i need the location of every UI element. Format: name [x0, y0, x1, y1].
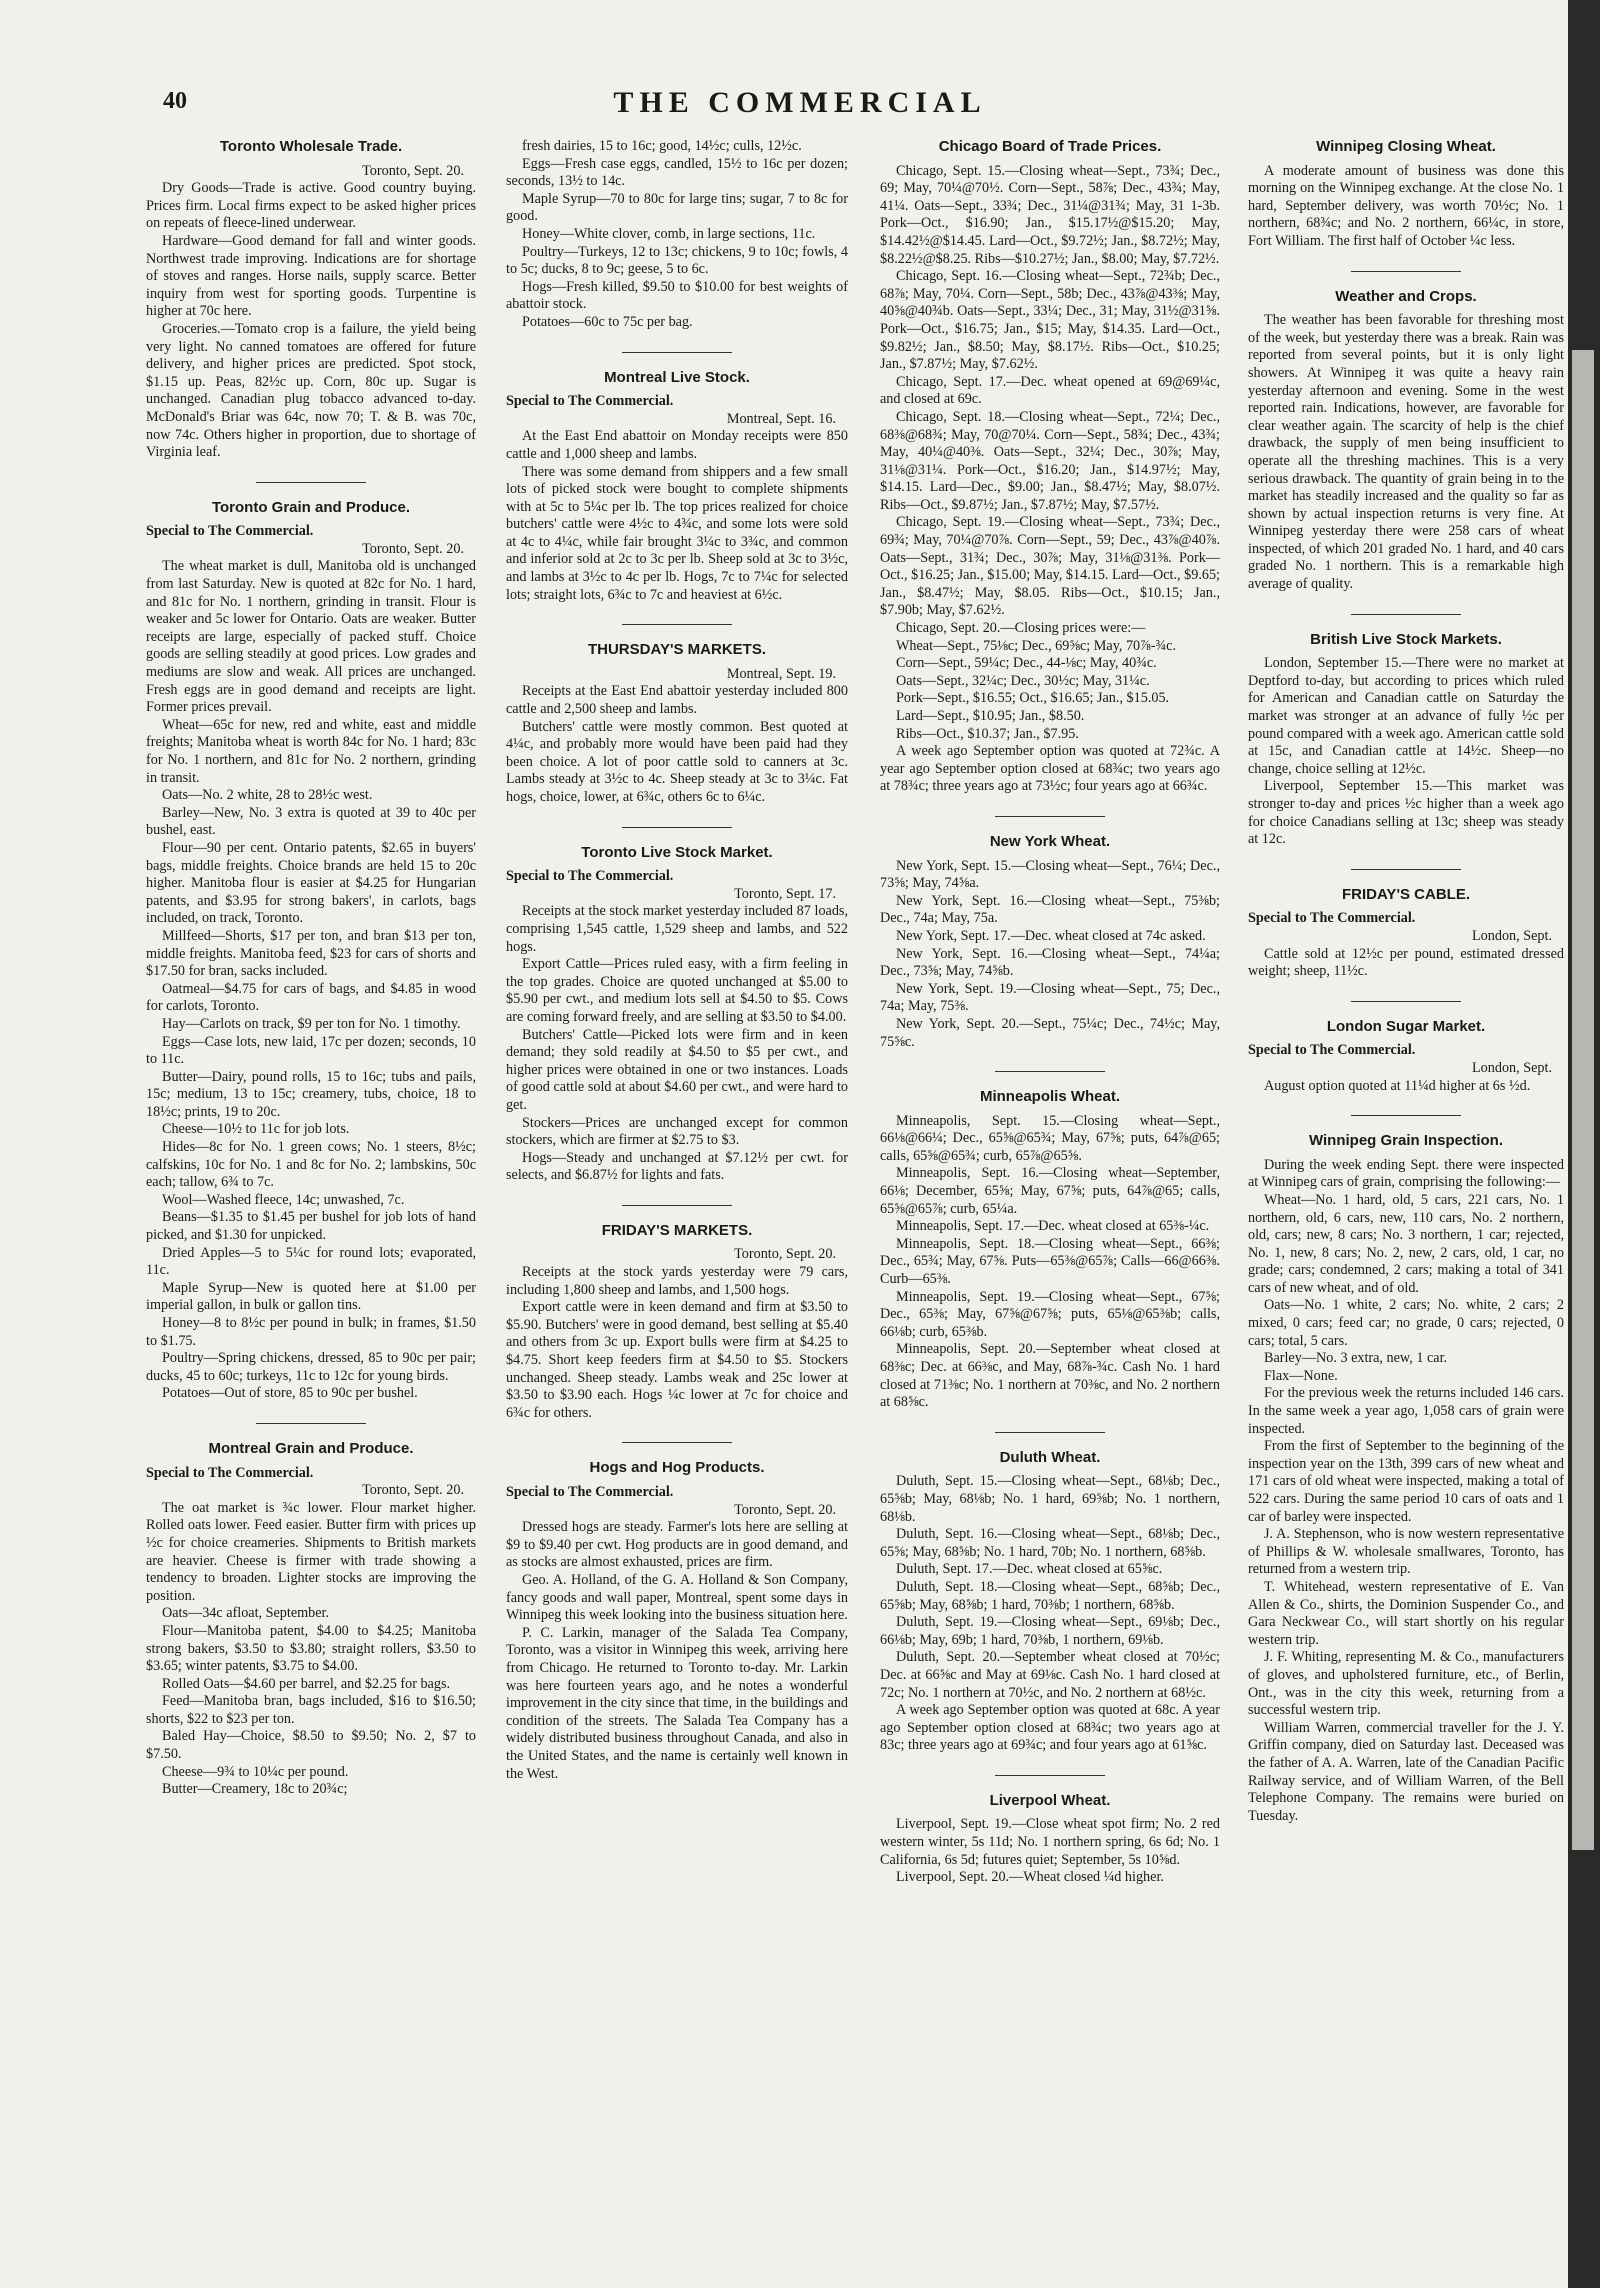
article-paragraph: Dressed hogs are steady. Farmer's lots here are selling at $9 to $9.40 per cwt. Hog products are in good demand, and as stocks are almost exhausted, prices are firm. [506, 1519, 848, 1571]
article-divider [1351, 869, 1461, 870]
article-paragraph: Duluth, Sept. 15.—Closing wheat—Sept., 68⅛b; Dec., 65⅝b; May, 68⅛b; No. 1 hard, 69⅝b; No. 1 northern, 68⅛b. [880, 1473, 1220, 1525]
article-paragraph: Lard—Sept., $10.95; Jan., $8.50. [896, 708, 1085, 724]
adjacent-page-edge [1572, 350, 1594, 1850]
article-title: Montreal Live Stock. [604, 368, 750, 386]
article-paragraph: Chicago, Sept. 18.—Closing wheat—Sept., 72¼; Dec., 68⅜@68¾; May, 70@70¼. Corn—Sept., 58¾; Dec., 43¾; May, 40¼@40⅜. Oats—Sept., 32¼; Dec., 30⅞; May, 31⅛@31¼. Pork—Oct., $16.20; Jan., $14.97½; May, $14.15. Lard—Dec., $9.00; Jan., $8.47½; May, $8.07½. Ribs—Oct., $9.87½; Jan., $7.87½; May, $7.57½. [880, 408, 1220, 513]
article-divider [995, 1432, 1105, 1433]
article-paragraph: Potatoes—Out of store, 85 to 90c per bushel. [162, 1385, 418, 1402]
article-paragraph: Rolled Oats—$4.60 per barrel, and $2.25 for bags. [162, 1675, 451, 1692]
article-divider [256, 482, 366, 483]
article [1248, 1132, 1564, 1825]
article-dateline: Toronto, Sept. 20. [734, 1501, 836, 1518]
article-divider [1351, 1115, 1461, 1116]
article-paragraph: The weather has been favorable for threshing most of the week, but yesterday there was a break. Rain was reported from several points, but it is only light showers. At Winnipeg it was quite a heavy rain yesterday afternoon and evening. Some in the west reported rain. Indications, however, are favorable for clear weather again. The scarcity of help is the chief drawback, the supply of men being insufficient to operate all the threshing machines. This is a very serious drawback. The quantity of grain being in to the market has steadily increased and the quality so far as shown by actual inspection returns is very fine. At Winnipeg yesterday there were 258 cars of wheat inspected, of which 201 graded No. 1 hard, and 40 cars graded No. 1 northern. This is a remarkable high average of quality. [1248, 312, 1564, 593]
article-title: THURSDAY'S MARKETS. [587, 641, 767, 659]
article-paragraph: Millfeed—Shorts, $17 per ton, and bran $13 per ton, middle freights. Manitoba feed, $23 for cars of shorts and $17.50 for bran, sacks included. [146, 927, 476, 980]
article-paragraph: During the week ending Sept. there were inspected at Winnipeg cars of grain, comprising the following:— [1248, 1156, 1564, 1191]
article-dateline: London, Sept. [1472, 927, 1552, 944]
column-3 [880, 138, 1220, 1907]
article-paragraph: Butter—Dairy, pound rolls, 15 to 16c; tubs and pails, 15c; medium, 13 to 15c; creamery, tubs, choice, 18 to 18½c; prints, 19 to 20c. [146, 1068, 476, 1120]
article-paragraph: Minneapolis, Sept. 17.—Dec. wheat closed at 65⅜-¼c. [896, 1218, 1210, 1235]
article-paragraph: Chicago, Sept. 19.—Closing wheat—Sept., 73¾; Dec., 69¾; May, 70¼@70⅞. Corn—Sept., 59; Dec., 43⅞@40⅞. Oats—Sept., 31¾; Dec., 30⅞; May, 31⅛@31⅜. Pork—Oct., $16.25; Jan., $15.00; May, $14.15. Lard—Oct., $9.65; Jan., $8.47½; May, $8.05. Ribs—Oct., $10.15; Jan., $7.90b; May, $7.62½. [880, 514, 1220, 619]
article-paragraph: Honey—White clover, comb, in large sections, 11c. [522, 225, 816, 242]
article-divider [995, 1071, 1105, 1072]
article-paragraph: Cattle sold at 12½c per pound, estimated dressed weight; sheep, 11½c. [1248, 945, 1564, 980]
article-paragraph: Maple Syrup—New is quoted here at $1.00 per imperial gallon, in bulk or gallon tins. [146, 1279, 476, 1314]
article-paragraph: New York, Sept. 15.—Closing wheat—Sept., 76¼; Dec., 73⅝; May, 74⅝a. [880, 857, 1220, 892]
article-divider [622, 624, 732, 625]
article-title: London Sugar Market. [1326, 1017, 1486, 1035]
article-paragraph: Corn—Sept., 59¼c; Dec., 44-⅛c; May, 40¾c. [896, 655, 1157, 672]
article-paragraph: Potatoes—60c to 75c per bag. [522, 313, 693, 330]
article-title: New York Wheat. [989, 832, 1111, 850]
article-special-line: Special to The Commercial. [146, 1464, 314, 1481]
article-paragraph: Receipts at the stock yards yesterday were 79 cars, including 1,800 sheep and lambs, and 1,500 hogs. [506, 1264, 848, 1298]
article-paragraph: Duluth, Sept. 16.—Closing wheat—Sept., 68⅛b; Dec., 65⅝; May, 68⅝b; No. 1 hard, 70b; No. 1 northern, 68⅝b. [880, 1526, 1220, 1560]
article-paragraph: Cheese—10½ to 11c for job lots. [162, 1121, 350, 1138]
column-2 [506, 138, 848, 1803]
column-1 [146, 138, 476, 1819]
article-paragraph: William Warren, commercial traveller for the J. Y. Griffin company, died on Saturday last. Deceased was the father of A. A. Warren, late of the Canadian Pacific Railway service, and of William Warren, of the Bell Telephone Company. The remains were buried on Tuesday. [1248, 1719, 1564, 1824]
article-paragraph: Minneapolis, Sept. 16.—Closing wheat—September, 66⅛; December, 65⅝; May, 67⅝; puts, 64⅞@65; calls, 65⅝@65⅞; curb, 65¼a. [880, 1165, 1220, 1217]
article-paragraph: New York, Sept. 16.—Closing wheat—Sept., 75⅜b; Dec., 74a; May, 75a. [880, 892, 1220, 927]
article-title: Toronto Live Stock Market. [581, 843, 773, 861]
article-divider [622, 1205, 732, 1206]
article [880, 1088, 1220, 1412]
article-title: Montreal Grain and Produce. [208, 1439, 414, 1457]
article-paragraph: fresh dairies, 15 to 16c; good, 14½c; culls, 12½c. [522, 138, 802, 154]
article-title: FRIDAY'S CABLE. [1341, 885, 1471, 903]
article-paragraph: There was some demand from shippers and a few small lots of picked stock were bought to complete shipments with at 5c to 5¼c per lb. The top prices realized for choice butchers' cattle were 4½c to 4¾c, and some lots were sold at 4c to 4¼c, while fair brought 3¼c to 3¾c, and common and inferior sold at 2c to 3c per lb. Sheep sold at 3c to 3½c, and lambs at 3½c to 4c per lb. Hogs, 7c to 7¼c for selected lots; straight lots, 6¾c to 7c and heaviest at 6½c. [506, 463, 848, 603]
article [506, 1222, 848, 1423]
article-paragraph: Butter—Creamery, 18c to 20¾c; [162, 1781, 348, 1798]
article-paragraph: Eggs—Case lots, new laid, 17c per dozen; seconds, 10 to 11c. [146, 1033, 476, 1068]
article-dateline: Toronto, Sept. 20. [362, 162, 464, 179]
article-title: Winnipeg Closing Wheat. [1316, 138, 1496, 155]
article-special-line: Special to The Commercial. [1248, 1042, 1416, 1059]
article [506, 641, 848, 806]
article [506, 1459, 848, 1783]
article-divider [622, 1442, 732, 1443]
article-paragraph: P. C. Larkin, manager of the Salada Tea Company, Toronto, was a visitor in Winnipeg this week, arriving here from Chicago. He returned to Toronto to-day. Mr. Larkin was here fourteen years ago, and he notes a wonderful improvement in the city since that time, in the buildings and condition of the streets. The Salada Tea Company has a widely distributed business throughout Canada, and also in the United States, and the name is certainly well known in the West. [506, 1624, 848, 1782]
article-paragraph: Wheat—65c for new, red and white, east and middle freights; Manitoba wheat is worth 84c for No. 1 hard; 83c for No. 1 northern, and 81c for No. 2 northern, grinding in transit. [146, 716, 476, 786]
article-paragraph: Export cattle were in keen demand and firm at $3.50 to $5.90. Butchers' were in good demand, best selling at $5.40 and others from 3c up. Export bulls were firm at $4.25 to $4.75. Short keep feeders firm at $4.50 to $5. Stockers unchanged. Sheep steady. Lambs weak and 25c lower at $3.50 to $3.90 each. Hogs ¼c lower at 7c for choice and 6¾c for others. [506, 1299, 848, 1421]
article-special-line: Special to The Commercial. [506, 1484, 674, 1500]
article-paragraph: Chicago, Sept. 16.—Closing wheat—Sept., 72¾b; Dec., 68⅞; May, 70¼. Corn—Sept., 58b; Dec., 43⅞@43⅜; May, 40⅝@40¾b. Oats—Sept., 33¼; Dec., 31; May, 31½@31⅝. Pork—Oct., $16.75; Jan., $15; May, $14.35. Lard—Oct., $9.82½; Jan., $8.50; May, $8.17½. Ribs—Oct., $10.25; Jan., $7.87½; May, $7.62½. [880, 268, 1220, 373]
article-paragraph: Honey—8 to 8½c per pound in bulk; in frames, $1.50 to $1.75. [146, 1315, 476, 1349]
article-paragraph: Geo. A. Holland, of the G. A. Holland & Son Company, fancy goods and wall paper, Montreal, spent some days in Winnipeg this week looking into the business situation here. [506, 1571, 848, 1624]
article-dateline: Toronto, Sept. 20. [734, 1246, 836, 1263]
article [1248, 288, 1564, 594]
article-paragraph: Cheese—9¾ to 10¼c per pound. [162, 1763, 349, 1780]
article-paragraph: Oats—No. 2 white, 28 to 28½c west. [162, 787, 373, 804]
article-paragraph: Wheat—Sept., 75⅛c; Dec., 69⅝c; May, 70⅞-¾c. [896, 637, 1176, 654]
article [146, 499, 476, 1403]
article-paragraph: New York, Sept. 16.—Closing wheat—Sept., 74¼a; Dec., 73⅝; May, 74⅝b. [880, 945, 1220, 980]
article-paragraph: Ribs—Oct., $10.37; Jan., $7.95. [896, 725, 1079, 742]
article [506, 369, 848, 605]
article-paragraph: New York, Sept. 17.—Dec. wheat closed at 74c asked. [896, 927, 1206, 944]
article-title: Toronto Grain and Produce. [211, 498, 411, 516]
article-paragraph: Minneapolis, Sept. 19.—Closing wheat—Sept., 67⅝; Dec., 65⅜; May, 67⅝@67⅝; puts, 65⅛@65⅜b; calls, 66⅛b; curb, 65⅜b. [880, 1288, 1220, 1340]
article [880, 138, 1220, 796]
article-divider [622, 352, 732, 353]
article-divider [1351, 614, 1461, 615]
article-divider [622, 827, 732, 828]
article-title: Duluth Wheat. [999, 1448, 1101, 1466]
article-paragraph: Minneapolis, Sept. 15.—Closing wheat—Sept., 66⅛@66¼; Dec., 65⅝@65¾; May, 67⅝; puts, 64⅞@65; calls, 65⅝@65¾; curb, 65⅞@65⅝. [880, 1112, 1220, 1164]
article-paragraph: J. A. Stephenson, who is now western representative of Phillips & W. wholesale smallwares, Toronto, has returned from a western trip. [1248, 1526, 1564, 1578]
article-paragraph: Butchers' Cattle—Picked lots were firm and in keen demand; they sold readily at $4.50 to $5 per cwt., and higher prices were obtained in one or two instances. Loads of good cattle sold at about $4.60 per cwt., and were hard to get. [506, 1026, 848, 1113]
article-paragraph: Beans—$1.35 to $1.45 per bushel for job lots of hand picked, and $1.30 for unpicked. [146, 1209, 476, 1244]
masthead: THE COMMERCIAL [613, 86, 987, 119]
article-paragraph: Oats—34c afloat, September. [162, 1605, 330, 1622]
article-paragraph: Wool—Washed fleece, 14c; unwashed, 7c. [162, 1191, 405, 1208]
article-paragraph: Liverpool, Sept. 20.—Wheat closed ¼d higher. [896, 1869, 1164, 1886]
article-divider [256, 1423, 366, 1424]
article-paragraph: Export Cattle—Prices ruled easy, with a firm feeling in the top grades. Choice are quoted unchanged at $5.00 to $5.90 per cwt., and medium lots sell at $4.50 to $5. Cows are coming forward freely, and are selling at $3.50 to $4.00. [506, 956, 848, 1025]
article-title: Hogs and Hog Products. [589, 1459, 765, 1477]
article-paragraph: Hay—Carlots on track, $9 per ton for No. 1 timothy. [162, 1015, 461, 1032]
article-paragraph: Poultry—Turkeys, 12 to 13c; chickens, 9 to 10c; fowls, 4 to 5c; ducks, 8 to 9c; geese, 5 to 6c. [506, 243, 848, 278]
article-paragraph: Flour—90 per cent. Ontario patents, $2.65 in buyers' bags, middle freights. Choice brands are held 15 to 20c higher. Manitoba flour is easier at $4.25 for Hungarian patents, and $3.95 for strong bakers', in carlots, bags included, on track, Toronto. [146, 839, 476, 927]
article-dateline: Montreal, Sept. 16. [726, 410, 836, 427]
article-title: Weather and Crops. [1335, 287, 1477, 305]
article-paragraph: The oat market is ¾c lower. Flour market higher. Rolled oats lower. Feed easier. Butter firm with prices up ½c for choice creameries. Shipments to British markets are heavier. Cheese is firmer with trade showing a tendency to broaden. Lighter stocks are improving the position. [146, 1499, 476, 1604]
article-dateline: Toronto, Sept. 20. [362, 1482, 464, 1499]
article [880, 1792, 1220, 1887]
article-divider [995, 816, 1105, 817]
article-paragraph: A week ago September option was quoted at 72¾c. A year ago September option closed at 68¾c; two years ago at 78¾c; three years ago at 73½c; four years ago at 66¾c. [880, 743, 1220, 795]
article [1248, 886, 1564, 981]
article-paragraph: Hides—8c for No. 1 green cows; No. 1 steers, 8½c; calfskins, 10c for No. 1 and 8c for No. 2; lambskins, 50c each; tallow, 6¾ to 7c. [146, 1139, 476, 1191]
article-paragraph: Chicago, Sept. 17.—Dec. wheat opened at 69@69¼c, and closed at 69c. [880, 373, 1220, 408]
article-paragraph: A week ago September option was quoted at 68c. A year ago September option closed at 68¾c; two years ago at 83c; three years ago at 69¾c; and four years ago at 61⅝c. [880, 1702, 1220, 1754]
article-paragraph: For the previous week the returns included 146 cars. In the same week a year ago, 1,058 cars of grain were inspected. [1248, 1385, 1564, 1437]
article-paragraph: Groceries.—Tomato crop is a failure, the yield being very light. No canned tomatoes are offered for future delivery, and higher prices are predicted. Spot stock, $1.15 up. Peas, 82½c up. Corn, 80c up. Sugar is unchanged. Canadian plug tobacco advanced to-day. McDonald's Briar was 64c, now 70; T. & B. was 70c, now 74c. Others higher in proportion, due to shortage of Virginia leaf. [146, 320, 476, 461]
article-paragraph: Barley—New, No. 3 extra is quoted at 39 to 40c per bushel, east. [146, 804, 476, 839]
article-paragraph: Butchers' cattle were mostly common. Best quoted at 4¼c, and probably more would have been paid had they been choice. A lot of poor cattle sold to canners at 3c. Lambs steady at 3½c to 4c. Sheep steady at 3c to 3¼c. Fat hogs, choice, lower, at 6¾c, others 6c to 6¼c. [506, 718, 848, 805]
article-paragraph: Hogs—Steady and unchanged at $7.12½ per cwt. for selects, and $6.87½ for lights and fats. [506, 1149, 848, 1184]
article-paragraph: T. Whitehead, western representative of E. Van Allen & Co., shirts, the Dominion Suspender Co., and Gara Neckwear Co., will start shortly on his regular western trip. [1248, 1578, 1564, 1648]
article-divider [995, 1775, 1105, 1776]
article-title: Toronto Wholesale Trade. [219, 138, 403, 155]
article-paragraph: Barley—No. 3 extra, new, 1 car. [1264, 1350, 1448, 1367]
article-divider [1351, 271, 1461, 272]
article-paragraph: Stockers—Prices are unchanged except for common stockers, which are firmer at $2.75 to $3. [506, 1114, 848, 1149]
article-paragraph: Duluth, Sept. 20.—September wheat closed at 70½c; Dec. at 66⅝c and May at 69⅛c. Cash No. 1 hard closed at 72c; No. 1 northern at 70½c, and No. 2 northern at 68½c. [880, 1649, 1220, 1701]
article-paragraph: Flax—None. [1264, 1367, 1338, 1384]
article-paragraph: Liverpool, Sept. 19.—Close wheat spot firm; No. 2 red western winter, 5s 11d; No. 1 northern spring, 6s 6d; No. 1 California, 6s 5d; futures quiet; September, 5s 10⅝d. [880, 1816, 1220, 1868]
article-title: Chicago Board of Trade Prices. [938, 138, 1162, 155]
article [880, 833, 1220, 1051]
article-title: FRIDAY'S MARKETS. [601, 1221, 753, 1239]
article-special-line: Special to The Commercial. [506, 868, 674, 885]
article-special-line: Special to The Commercial. [506, 393, 674, 410]
article-paragraph: Duluth, Sept. 19.—Closing wheat—Sept., 69⅛b; Dec., 66⅛b; May, 69b; 1 hard, 70⅜b, 1 northern, 69⅛b. [880, 1614, 1220, 1648]
article-paragraph: Chicago, Sept. 15.—Closing wheat—Sept., 73¾; Dec., 69; May, 70¼@70½. Corn—Sept., 58⅞; Dec., 43¾; May, 41¼. Oats—Sept., 33¾; Dec., 31¼@31¾; May, 31 1-3b. Pork—Oct., $16.90; Jan., $15.17½@$15.20; May, $14.42½@$14.45. Lard—Oct., $9.72½; Jan., $8.72½; May, $8.22½@$8.25. Ribs—$10.27½; Jan., $8.00; May, $7.72½. [880, 162, 1220, 267]
column-4 [1248, 138, 1564, 1845]
article-paragraph: Hogs—Fresh killed, $9.50 to $10.00 for best weights of abattoir stock. [506, 278, 848, 313]
article-title: Minneapolis Wheat. [979, 1088, 1120, 1106]
article-paragraph: Pork—Sept., $16.55; Oct., $16.65; Jan., $15.05. [896, 690, 1170, 707]
article-paragraph: Dried Apples—5 to 5¼c for round lots; evaporated, 11c. [146, 1244, 476, 1279]
article-paragraph: August option quoted at 11¼d higher at 6s ½d. [1264, 1077, 1531, 1094]
article-special-line: Special to The Commercial. [1248, 910, 1416, 927]
article-paragraph: Liverpool, September 15.—This market was stronger to-day and prices ½c higher than a week ago for choice Canadians selling at 13c; sheep was steady at 12c. [1248, 778, 1564, 848]
article-paragraph: Receipts at the stock market yesterday included 87 loads, comprising 1,545 cattle, 1,529 sheep and lambs, and 522 hogs. [506, 903, 848, 955]
article [1248, 1018, 1564, 1095]
article-paragraph: J. F. Whiting, representing M. & Co., manufacturers of gloves, and upholstered furniture, etc., of Berlin, Ont., was in the city this week, returning from a successful western trip. [1248, 1649, 1564, 1719]
article-paragraph: London, September 15.—There were no market at Deptford to-day, but according to prices which ruled for American and Canadian cattle on Saturday the market was stronger at an advance of fully ½c per pound compared with a week ago. American cattle sold at 15c, and Canadian cattle at 14½c. Sheep—no change, choice selling at 12½c. [1248, 655, 1564, 777]
article-dateline: London, Sept. [1472, 1059, 1552, 1076]
article-paragraph: A moderate amount of business was done this morning on the Winnipeg exchange. At the close No. 1 hard, September delivery, was worth 70½c; No. 1 northern, 68¾c; and No. 2 northern, 66¼c, in store, Fort William. The first half of October ¼c less. [1248, 162, 1564, 249]
article-title: Winnipeg Grain Inspection. [1308, 1132, 1504, 1150]
article-dateline: Montreal, Sept. 19. [726, 665, 836, 682]
article [506, 844, 848, 1185]
article-paragraph: Receipts at the East End abattoir yesterday included 800 cattle and 2,500 sheep and lambs. [506, 683, 848, 718]
article-title: British Live Stock Markets. [1310, 630, 1502, 648]
article-divider [1351, 1001, 1461, 1002]
article-paragraph: New York, Sept. 20.—Sept., 75¼c; Dec., 74½c; May, 75⅝c. [880, 1015, 1220, 1050]
article-paragraph: Maple Syrup—70 to 80c for large tins; sugar, 7 to 8c for good. [506, 190, 848, 225]
article-special-line: Special to The Commercial. [146, 523, 314, 540]
article-paragraph: Poultry—Spring chickens, dressed, 85 to 90c per pair; ducks, 45 to 60c; turkeys, 11c to 12c for young birds. [146, 1350, 476, 1384]
article-paragraph: Duluth, Sept. 17.—Dec. wheat closed at 65⅝c. [896, 1561, 1163, 1578]
article [146, 1440, 476, 1799]
article-paragraph: Wheat—No. 1 hard, old, 5 cars, 221 cars, No. 1 northern, old, 6 cars, new, 110 cars, No. 2 northern, old, cars; new, 8 cars; No. 3 northern, 1 car; rejected, No. 1, new, 8 cars; No. 2, new, 2 cars, old, 1 car, no grade; cars; condemned, 2 cars; making a total of 341 cars of new wheat, and of old. [1248, 1191, 1564, 1296]
article-paragraph: Oatmeal—$4.75 for cars of bags, and $4.85 in wood for carlots, Toronto. [146, 980, 476, 1015]
article-paragraph: Chicago, Sept. 20.—Closing prices were:— [896, 620, 1146, 637]
article [1248, 631, 1564, 849]
article-paragraph: Oats—No. 1 white, 2 cars; No. white, 2 cars; 2 mixed, 0 cars; feed car; no grade, 0 cars; rejected, 0 cars; total, 5 cars. [1248, 1297, 1564, 1349]
article-title: Liverpool Wheat. [989, 1791, 1111, 1809]
article-paragraph: New York, Sept. 19.—Closing wheat—Sept., 75; Dec., 74a; May, 75⅜. [880, 980, 1220, 1015]
article-dateline: Toronto, Sept. 20. [362, 540, 464, 557]
article-paragraph: Feed—Manitoba bran, bags included, $16 to $16.50; shorts, $22 to $23 per ton. [146, 1693, 476, 1727]
article-paragraph: Minneapolis, Sept. 18.—Closing wheat—Sept., 66⅜; Dec., 65¾; May, 67⅝. Puts—65⅜@65⅞; Calls—66@66⅜. Curb—65⅜. [880, 1235, 1220, 1288]
article-dateline: Toronto, Sept. 17. [734, 885, 836, 902]
article-paragraph: Flour—Manitoba patent, $4.00 to $4.25; Manitoba strong bakers, $3.50 to $3.80; straight rollers, $3.50 to $3.65; winter patents, $3.75 to $4.00. [146, 1622, 476, 1675]
article [1248, 138, 1564, 251]
page-number: 40 [163, 88, 187, 114]
article-paragraph: At the East End abattoir on Monday receipts were 850 cattle and 1,000 sheep and lambs. [506, 428, 848, 462]
article-paragraph: Baled Hay—Choice, $8.50 to $9.50; No. 2, $7 to $7.50. [146, 1728, 476, 1763]
article-paragraph: Dry Goods—Trade is active. Good country buying. Prices firm. Local firms expect to be asked higher prices on repeats of fleece-lined underwear. [146, 180, 476, 232]
article-paragraph: From the first of September to the beginning of the inspection year on the 13th, 399 cars of new wheat and 171 cars of old wheat were inspected, making a total of 522 cars. During the same period 10 cars of oats and 1 car of barley were inspected. [1248, 1438, 1564, 1525]
article-paragraph: The wheat market is dull, Manitoba old is unchanged from last Saturday. New is quoted at 82c for No. 1 hard, and 81c for No. 1 northern, grinding in transit. Flour is weaker and 5c lower for Ontario. Oats are weaker. Butter receipts are large, especially of packed stuff. Choice goods are selling steadily at good prices. Low grades and mediums are slow and weak. All prices are unchanged. Fresh eggs are in good demand and receipts are light. Former prices prevail. [146, 558, 476, 716]
article-paragraph: Eggs—Fresh case eggs, candled, 15½ to 16c per dozen; seconds, 13½ to 14c. [506, 155, 848, 190]
article [506, 138, 848, 332]
article-paragraph: Minneapolis, Sept. 20.—September wheat closed at 68⅜c; Dec. at 66⅜c, and May, 68⅞-¾c. Cash No. 1 hard closed at 71⅜c; No. 1 northern at 70⅜c, and No. 2 northern at 68⅝c. [880, 1341, 1220, 1411]
article-paragraph: Duluth, Sept. 18.—Closing wheat—Sept., 68⅝b; Dec., 65⅝b; May, 68⅝b; 1 hard, 70⅜b; 1 northern, 68⅝b. [880, 1578, 1220, 1613]
article-paragraph: Hardware—Good demand for fall and winter goods. Northwest trade improving. Indications are for shortage of stoves and ranges. Horse nails, supply scarce. Better inquiry from west for sporting goods. Turpentine is higher at 70c here. [146, 232, 476, 320]
article [880, 1449, 1220, 1755]
article [146, 138, 476, 462]
article-paragraph: Oats—Sept., 32¼c; Dec., 30½c; May, 31¼c. [896, 672, 1150, 689]
